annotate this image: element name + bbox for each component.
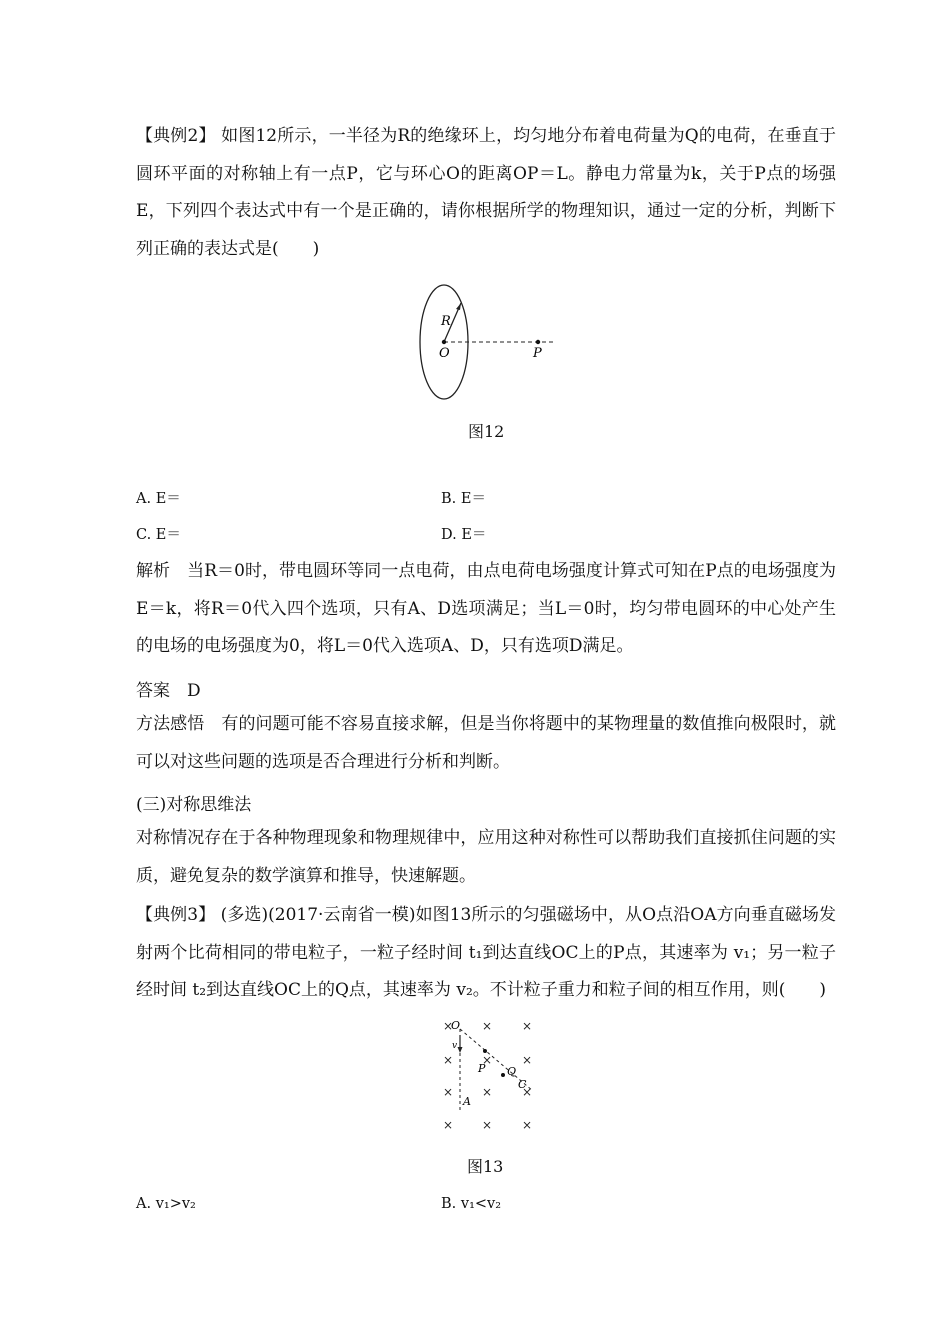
- cross: ×: [522, 1118, 533, 1132]
- label-v: v: [452, 1041, 458, 1051]
- option-b: B. E＝: [441, 491, 486, 507]
- figure13-caption: 图13: [467, 1157, 504, 1176]
- label-c: C: [518, 1078, 527, 1091]
- answer-line: 答案 D: [136, 681, 201, 701]
- cross: ×: [443, 1053, 454, 1067]
- cross: ×: [482, 1118, 493, 1132]
- point-p: [536, 340, 540, 344]
- section3-paragraph: 对称情况存在于各种物理现象和物理规律中，应用这种对称性可以帮助我们直接抓住问题的实质，避免复杂的数学演算和推导，快速解题。: [136, 828, 836, 886]
- option-c: C. E＝: [136, 527, 181, 543]
- cross: ×: [443, 1118, 454, 1132]
- cross: ×: [443, 1085, 454, 1099]
- cross: ×: [522, 1053, 533, 1067]
- cross: ×: [522, 1085, 533, 1099]
- option-b-v1-less: B. v₁<v₂: [441, 1196, 502, 1212]
- method-paragraph: 方法感悟 有的问题可能不容易直接求解，但是当你将题中的某物理量的数值推向极限时，就可以对这些问题的选项是否合理进行分析和判断。: [136, 714, 836, 772]
- figure12-caption: 图12: [468, 422, 505, 441]
- option-a-v1-greater: A. v₁>v₂: [136, 1196, 196, 1212]
- section3-title: (三)对称思维法: [136, 795, 252, 815]
- figure12-ring-diagram: [400, 280, 570, 410]
- example2-question: 【典例2】 如图12所示，一半径为R的绝缘环上，均匀地分布着电荷量为Q的电荷，在垂直于圆环平面的对称轴上有一点P，它与环心O的距离OP＝L。静电力常量为k，关于P点的场强E，下列四个表达式中有一个是正确的，请你根据所学的物理知识，通过一定的分析，判断下列正确的表达式是( ): [136, 126, 836, 259]
- label-p: P: [533, 346, 542, 361]
- label-q: Q: [507, 1065, 517, 1078]
- label-r: R: [441, 314, 451, 329]
- cross: ×: [482, 1053, 493, 1067]
- label-p: P: [478, 1062, 486, 1075]
- point-p: [483, 1049, 487, 1053]
- cross: ×: [482, 1019, 493, 1033]
- analysis-paragraph: 解析 当R＝0时，带电圆环等同一点电荷，由点电荷电场强度计算式可知在P点的电场强度为E＝k，将R＝0代入四个选项，只有A、D选项满足；当L＝0时，均匀带电圆环的中心处产生的电场的电场强度为0，将L＝0代入选项A、D，只有选项D满足。: [136, 561, 836, 656]
- option-a: A. E＝: [136, 491, 181, 507]
- point-q: [501, 1073, 505, 1077]
- radius-arrowhead: [456, 303, 461, 310]
- option-d: D. E＝: [441, 527, 487, 543]
- figure13-magnetic-field-diagram: [438, 1015, 543, 1140]
- cross: ×: [482, 1085, 493, 1099]
- cross: ×: [443, 1019, 454, 1033]
- field-crosses: [443, 1019, 532, 1132]
- label-o: O: [439, 346, 450, 361]
- label-a: A: [463, 1095, 471, 1108]
- cross: ×: [522, 1019, 533, 1033]
- example3-question: 【典例3】 (多选)(2017·云南省一模)如图13所示的匀强磁场中，从O点沿OA方向垂直磁场发射两个比荷相同的带电粒子，一粒子经时间 t₁到达直线OC上的P点，其速率为 v₁；另一粒子经时间 t₂到达直线OC上的Q点，其速率为 v₂。不计粒子重力和粒子间的相互作用，则( ): [136, 905, 836, 1000]
- label-o: O: [451, 1019, 461, 1032]
- center-point-o: [442, 340, 446, 344]
- velocity-arrowhead: [458, 1047, 463, 1053]
